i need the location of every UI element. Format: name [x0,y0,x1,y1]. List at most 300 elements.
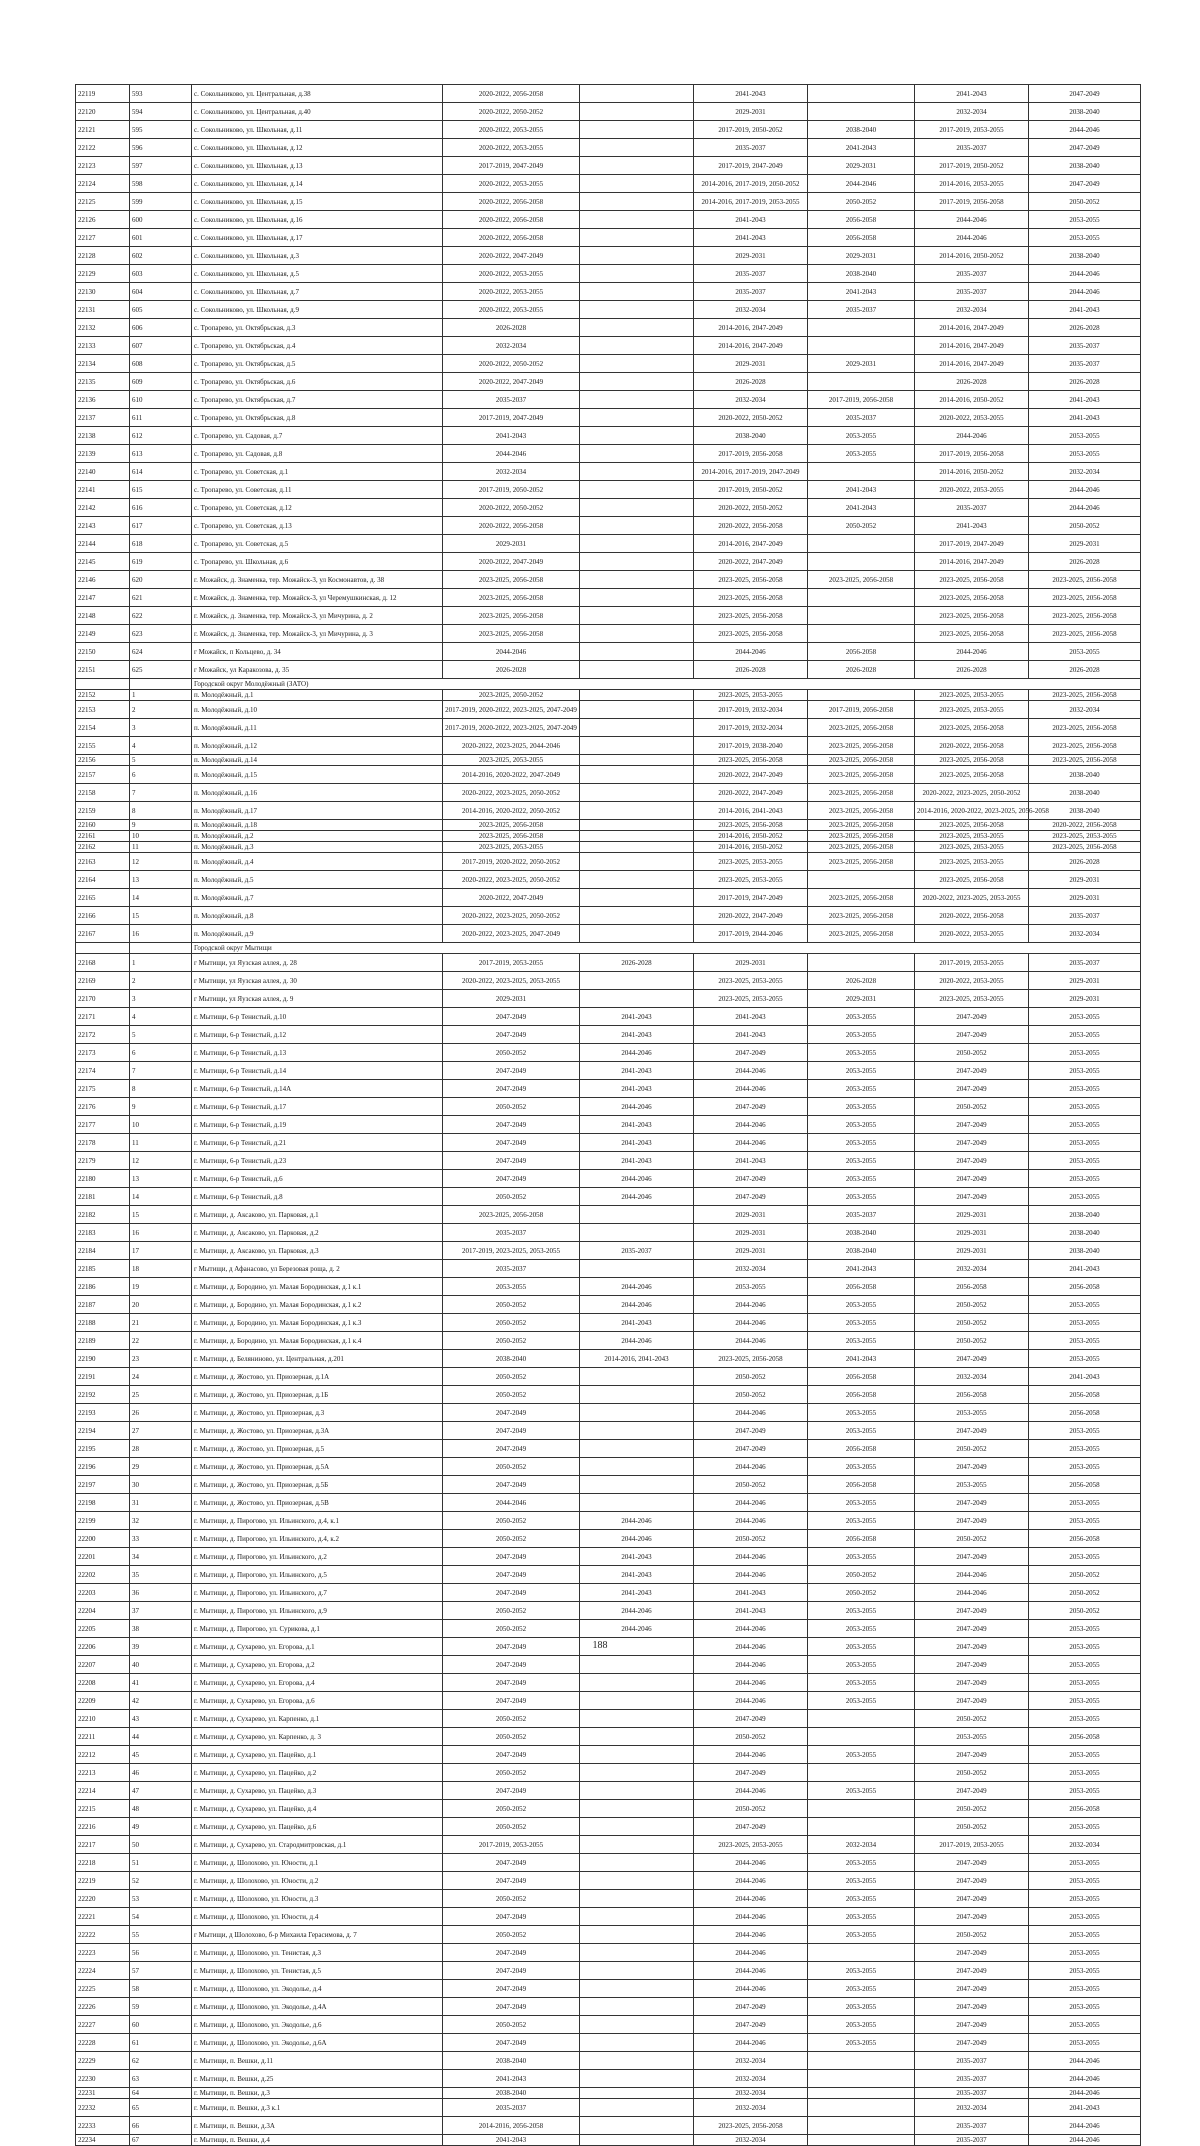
cell-period-col-6: 2014-2016, 2047-2049 [694,337,808,355]
cell-period-col-9: 2053-2055 [1029,1746,1141,1764]
cell-period-col-9: 2056-2058 [1029,1476,1141,1494]
cell-local-number: 20 [130,1296,192,1314]
cell-period-col-6: 2020-2022, 2056-2058 [694,517,808,535]
table-row [76,889,1141,907]
cell-address: г. Мытищи, д. Пирогово, ул. Ильинского, д.9 [192,1602,443,1620]
cell-period-col-7: 2032-2034 [808,1836,915,1854]
cell-period-col-4: 2050-2052 [443,1602,580,1620]
cell-period-col-6: 2023-2025, 2056-2058 [694,589,808,607]
cell-local-number: 41 [130,1674,192,1692]
cell-period-col-7: 2053-2055 [808,1296,915,1314]
table-row [76,517,1141,535]
cell-address: с. Сокольниково, ул. Школьная, д.17 [192,229,443,247]
cell-period-col-8: 2023-2025, 2053-2055 [915,831,1029,842]
cell-period-col-7 [808,463,915,481]
cell-local-number: 595 [130,121,192,139]
cell-period-col-8: 2023-2025, 2056-2058 [915,820,1029,831]
cell-local-number: 50 [130,1836,192,1854]
table-row [76,553,1141,571]
cell-address: с. Сокольниково, ул. Школьная, д.7 [192,283,443,301]
table-row [76,1944,1141,1962]
cell-registry-number: 22188 [76,1314,130,1332]
cell-address: г. Мытищи, п. Вешки, д.4 [192,2135,443,2146]
cell-address: п. Молодёжный, д.10 [192,701,443,719]
cell-period-col-5: 2035-2037 [580,1242,694,1260]
cell-period-col-5 [580,283,694,301]
cell-registry-number: 22230 [76,2070,130,2088]
cell-registry-number: 22139 [76,445,130,463]
table-row [76,1170,1141,1188]
cell-address: с. Тропарево, ул. Октябрьская, д.7 [192,391,443,409]
cell-address: г. Мытищи, д. Сухарево, ул. Стародмитровская, д.1 [192,1836,443,1854]
cell-period-col-8: 2047-2049 [915,1512,1029,1530]
cell-period-col-9: 2053-2055 [1029,1008,1141,1026]
cell-local-number: 49 [130,1818,192,1836]
cell-period-col-8: 2014-2016, 2050-2052 [915,463,1029,481]
cell-registry-number: 22182 [76,1206,130,1224]
cell-address: п. Молодёжный, д.8 [192,907,443,925]
cell-registry-number: 22193 [76,1404,130,1422]
cell-period-col-5 [580,463,694,481]
cell-address: г. Мытищи, 6-р Тенистый, д.14 [192,1062,443,1080]
cell-period-col-8: 2035-2037 [915,265,1029,283]
cell-period-col-5 [580,1386,694,1404]
cell-registry-number: 22214 [76,1782,130,1800]
cell-address: г. Мытищи, д. Шолохово, ул. Юности, д.2 [192,1872,443,1890]
section-blank-cell [76,943,130,954]
cell-period-col-7: 2026-2028 [808,972,915,990]
cell-address: п. Молодёжный, д.5 [192,871,443,889]
cell-period-col-4: 2047-2049 [443,1134,580,1152]
cell-period-col-4: 2020-2022, 2023-2025, 2050-2052 [443,784,580,802]
cell-period-col-7: 2053-2055 [808,1692,915,1710]
cell-address: с. Сокольниково, ул. Школьная, д.13 [192,157,443,175]
cell-period-col-7: 2029-2031 [808,355,915,373]
cell-period-col-6: 2044-2046 [694,1458,808,1476]
cell-period-col-9: 2053-2055 [1029,1152,1141,1170]
cell-address: г Мытищи, ул Яузская аллея, д. 30 [192,972,443,990]
cell-period-col-4: 2020-2022, 2050-2052 [443,103,580,121]
cell-period-col-4: 2023-2025, 2056-2058 [443,1206,580,1224]
cell-period-col-4: 2023-2025, 2056-2058 [443,607,580,625]
cell-period-col-9: 2053-2055 [1029,1890,1141,1908]
cell-period-col-8: 2032-2034 [915,103,1029,121]
cell-period-col-6: 2020-2022, 2047-2049 [694,766,808,784]
cell-period-col-9: 2020-2022, 2056-2058 [1029,820,1141,831]
cell-local-number: 46 [130,1764,192,1782]
cell-period-col-7: 2056-2058 [808,211,915,229]
table-row [76,2034,1141,2052]
cell-period-col-5: 2041-2043 [580,1566,694,1584]
cell-period-col-7: 2053-2055 [808,2034,915,2052]
cell-registry-number: 22161 [76,831,130,842]
cell-period-col-4: 2047-2049 [443,1404,580,1422]
cell-local-number: 621 [130,589,192,607]
cell-period-col-7: 2035-2037 [808,301,915,319]
table-row [76,1260,1141,1278]
cell-period-col-9: 2044-2046 [1029,481,1141,499]
cell-period-col-5 [580,737,694,755]
cell-period-col-5: 2041-2043 [580,1314,694,1332]
cell-registry-number: 22185 [76,1260,130,1278]
cell-period-col-9: 2044-2046 [1029,283,1141,301]
cell-period-col-9: 2029-2031 [1029,990,1141,1008]
cell-period-col-8: 2017-2019, 2056-2058 [915,193,1029,211]
cell-period-col-6: 2029-2031 [694,1242,808,1260]
table-row [76,1476,1141,1494]
cell-period-col-6: 2032-2034 [694,2099,808,2117]
table-row [76,719,1141,737]
table-row [76,319,1141,337]
cell-address: г. Мытищи, 6-р Тенистый, д.19 [192,1116,443,1134]
cell-registry-number: 22164 [76,871,130,889]
cell-period-col-5 [580,2088,694,2099]
cell-local-number: 3 [130,719,192,737]
cell-period-col-6: 2044-2046 [694,1926,808,1944]
cell-registry-number: 22202 [76,1566,130,1584]
cell-period-col-9: 2035-2037 [1029,337,1141,355]
cell-period-col-6: 2044-2046 [694,1620,808,1638]
cell-period-col-8: 2023-2025, 2056-2058 [915,755,1029,766]
cell-period-col-9: 2029-2031 [1029,972,1141,990]
cell-period-col-8: 2035-2037 [915,2070,1029,2088]
cell-local-number: 36 [130,1584,192,1602]
cell-period-col-6: 2017-2019, 2056-2058 [694,445,808,463]
cell-period-col-4: 2047-2049 [443,1872,580,1890]
cell-period-col-7: 2023-2025, 2056-2058 [808,766,915,784]
table-row [76,1602,1141,1620]
cell-local-number: 42 [130,1692,192,1710]
cell-local-number: 605 [130,301,192,319]
cell-local-number: 10 [130,1116,192,1134]
cell-address: г. Мытищи, д. Бородино, ул. Малая Бородинская, д.1 к.3 [192,1314,443,1332]
cell-address: п. Молодёжный, д.9 [192,925,443,943]
cell-period-col-6: 2050-2052 [694,1476,808,1494]
cell-local-number: 1 [130,690,192,701]
cell-period-col-9: 2029-2031 [1029,535,1141,553]
cell-period-col-4: 2023-2025, 2056-2058 [443,831,580,842]
repair-schedule-sheet [75,84,1140,2146]
cell-period-col-6: 2044-2046 [694,643,808,661]
cell-period-col-4: 2020-2022, 2023-2025, 2047-2049 [443,925,580,943]
cell-local-number: 58 [130,1980,192,1998]
cell-period-col-8: 2044-2046 [915,229,1029,247]
cell-period-col-7: 2053-2055 [808,1134,915,1152]
cell-period-col-6: 2041-2043 [694,85,808,103]
cell-period-col-8: 2047-2049 [915,1116,1029,1134]
cell-period-col-9: 2038-2040 [1029,1224,1141,1242]
cell-registry-number: 22148 [76,607,130,625]
cell-period-col-4: 2020-2022, 2053-2055 [443,121,580,139]
cell-registry-number: 22136 [76,391,130,409]
cell-registry-number: 22180 [76,1170,130,1188]
cell-period-col-6: 2047-2049 [694,1422,808,1440]
cell-period-col-4: 2014-2016, 2020-2022, 2050-2052 [443,802,580,820]
cell-period-col-6: 2044-2046 [694,1332,808,1350]
cell-period-col-4: 2038-2040 [443,2088,580,2099]
cell-period-col-8: 2035-2037 [915,499,1029,517]
cell-period-col-7 [808,553,915,571]
cell-local-number: 6 [130,1044,192,1062]
cell-period-col-5 [580,1890,694,1908]
table-row [76,1674,1141,1692]
cell-period-col-7: 2053-2055 [808,1170,915,1188]
table-row [76,643,1141,661]
cell-registry-number: 22137 [76,409,130,427]
cell-local-number: 30 [130,1476,192,1494]
cell-address: с. Тропарево, ул. Октябрьская, д.8 [192,409,443,427]
cell-period-col-8: 2029-2031 [915,1242,1029,1260]
cell-period-col-4: 2047-2049 [443,1746,580,1764]
cell-period-col-4: 2017-2019, 2053-2055 [443,954,580,972]
cell-period-col-5 [580,719,694,737]
cell-period-col-6: 2020-2022, 2047-2049 [694,553,808,571]
cell-period-col-5: 2026-2028 [580,954,694,972]
cell-local-number: 27 [130,1422,192,1440]
cell-period-col-7: 2017-2019, 2056-2058 [808,391,915,409]
cell-local-number: 617 [130,517,192,535]
cell-period-col-8: 2023-2025, 2056-2058 [915,571,1029,589]
cell-period-col-7 [808,625,915,643]
cell-period-col-5 [580,553,694,571]
cell-period-col-5 [580,1764,694,1782]
cell-period-col-4: 2044-2046 [443,1494,580,1512]
cell-period-col-6: 2044-2046 [694,1548,808,1566]
cell-address: г. Мытищи, 6-р Тенистый, д.8 [192,1188,443,1206]
cell-period-col-5 [580,1692,694,1710]
cell-local-number: 28 [130,1440,192,1458]
cell-local-number: 5 [130,1026,192,1044]
table-row [76,1008,1141,1026]
table-row [76,1512,1141,1530]
cell-period-col-9: 2053-2055 [1029,1656,1141,1674]
cell-period-col-7: 2023-2025, 2056-2058 [808,755,915,766]
cell-period-col-9: 2053-2055 [1029,1458,1141,1476]
cell-registry-number: 22157 [76,766,130,784]
cell-local-number: 17 [130,1242,192,1260]
cell-period-col-5 [580,1854,694,1872]
cell-period-col-8: 2023-2025, 2053-2055 [915,701,1029,719]
table-row [76,1422,1141,1440]
cell-address: г. Мытищи, д. Аксаково, ул. Парковая, д.2 [192,1224,443,1242]
cell-address: с. Сокольниково, ул. Школьная, д.11 [192,121,443,139]
cell-address: п. Молодёжный, д.4 [192,853,443,871]
cell-local-number: 603 [130,265,192,283]
cell-period-col-6: 2047-2049 [694,1710,808,1728]
cell-period-col-9: 2053-2055 [1029,1998,1141,2016]
cell-period-col-8: 2026-2028 [915,661,1029,679]
table-row [76,661,1141,679]
cell-registry-number: 22181 [76,1188,130,1206]
cell-address: г. Мытищи, п. Вешки, д.11 [192,2052,443,2070]
cell-local-number: 606 [130,319,192,337]
cell-period-col-9: 2050-2052 [1029,517,1141,535]
cell-period-col-5 [580,229,694,247]
cell-period-col-7 [808,1764,915,1782]
table-row [76,535,1141,553]
cell-period-col-9: 2053-2055 [1029,1062,1141,1080]
cell-registry-number: 22131 [76,301,130,319]
cell-period-col-8: 2050-2052 [915,1530,1029,1548]
cell-period-col-4: 2050-2052 [443,1458,580,1476]
cell-address: г. Мытищи, д. Шолохово, ул. Экодолье, д.4 [192,1980,443,1998]
cell-local-number: 9 [130,820,192,831]
cell-period-col-9: 2041-2043 [1029,2099,1141,2117]
cell-period-col-8: 2053-2055 [915,1728,1029,1746]
table-row [76,1746,1141,1764]
cell-local-number: 12 [130,1152,192,1170]
cell-period-col-9: 2053-2055 [1029,1872,1141,1890]
cell-period-col-6: 2044-2046 [694,1566,808,1584]
cell-address: г. Можайск, д. Знаменка, тер. Можайск-3, ул Черемушкинская, д. 12 [192,589,443,607]
cell-address: г. Мытищи, д. Жостово, ул. Приозерная, д.5 [192,1440,443,1458]
cell-period-col-7: 2053-2055 [808,1116,915,1134]
cell-period-col-5 [580,481,694,499]
cell-period-col-9: 2023-2025, 2056-2058 [1029,737,1141,755]
cell-registry-number: 22201 [76,1548,130,1566]
cell-registry-number: 22211 [76,1728,130,1746]
cell-period-col-5 [580,1872,694,1890]
cell-registry-number: 22141 [76,481,130,499]
cell-period-col-4: 2020-2022, 2056-2058 [443,85,580,103]
cell-local-number: 12 [130,853,192,871]
cell-period-col-4: 2032-2034 [443,463,580,481]
cell-period-col-9: 2053-2055 [1029,1512,1141,1530]
cell-period-col-8: 2056-2058 [915,1386,1029,1404]
table-row [76,499,1141,517]
cell-local-number: 618 [130,535,192,553]
cell-local-number: 604 [130,283,192,301]
cell-period-col-5: 2044-2046 [580,1296,694,1314]
cell-period-col-9: 2053-2055 [1029,1854,1141,1872]
cell-local-number: 24 [130,1368,192,1386]
cell-period-col-5 [580,2052,694,2070]
cell-period-col-5 [580,661,694,679]
cell-period-col-5 [580,1962,694,1980]
cell-local-number: 61 [130,2034,192,2052]
cell-period-col-5 [580,193,694,211]
cell-address: с. Тропарево, ул. Октябрьская, д.6 [192,373,443,391]
cell-local-number: 622 [130,607,192,625]
cell-address: г. Мытищи, д. Сухарево, ул. Пацейко, д.1 [192,1746,443,1764]
cell-period-col-9: 2053-2055 [1029,1080,1141,1098]
cell-address: г. Мытищи, 6-р Тенистый, д.23 [192,1152,443,1170]
cell-period-col-6: 2044-2046 [694,1908,808,1926]
cell-period-col-4: 2020-2022, 2050-2052 [443,355,580,373]
cell-period-col-4: 2020-2022, 2023-2025, 2053-2055 [443,972,580,990]
cell-address: г. Мытищи, п. Вешки, д.3 к.1 [192,2099,443,2117]
cell-period-col-6: 2017-2019, 2047-2049 [694,157,808,175]
cell-period-col-8: 2047-2049 [915,1602,1029,1620]
cell-registry-number: 22204 [76,1602,130,1620]
cell-period-col-5 [580,373,694,391]
cell-local-number: 613 [130,445,192,463]
cell-period-col-9: 2050-2052 [1029,193,1141,211]
cell-period-col-8: 2050-2052 [915,1926,1029,1944]
cell-period-col-7: 2056-2058 [808,1476,915,1494]
cell-period-col-4: 2020-2022, 2047-2049 [443,247,580,265]
cell-registry-number: 22123 [76,157,130,175]
cell-address: п. Молодёжный, д.12 [192,737,443,755]
cell-period-col-6: 2047-2049 [694,1188,808,1206]
cell-period-col-4: 2047-2049 [443,1692,580,1710]
cell-period-col-7 [808,2135,915,2146]
cell-period-col-7: 2056-2058 [808,1386,915,1404]
cell-period-col-9: 2053-2055 [1029,2034,1141,2052]
cell-period-col-7: 2053-2055 [808,1602,915,1620]
cell-period-col-7: 2023-2025, 2056-2058 [808,925,915,943]
table-row [76,1962,1141,1980]
cell-period-col-4: 2020-2022, 2053-2055 [443,283,580,301]
cell-period-col-9: 2023-2025, 2056-2058 [1029,755,1141,766]
cell-period-col-7: 2044-2046 [808,175,915,193]
cell-period-col-8: 2032-2034 [915,2099,1029,2117]
cell-period-col-6: 2032-2034 [694,2052,808,2070]
cell-period-col-6: 2044-2046 [694,1980,808,1998]
cell-period-col-8: 2035-2037 [915,2135,1029,2146]
cell-address: г. Мытищи, п. Вешки, д.3 [192,2088,443,2099]
cell-period-col-9: 2053-2055 [1029,1692,1141,1710]
cell-period-col-9: 2038-2040 [1029,1242,1141,1260]
cell-address: г. Мытищи, д. Жостово, ул. Приозерная, д.5А [192,1458,443,1476]
cell-period-col-7: 2056-2058 [808,1440,915,1458]
cell-period-col-8: 2047-2049 [915,1422,1029,1440]
cell-period-col-6: 2044-2046 [694,1656,808,1674]
cell-period-col-8: 2014-2016, 2020-2022, 2023-2025, 2056-2058 [915,802,1029,820]
cell-period-col-9: 2053-2055 [1029,1332,1141,1350]
table-row [76,265,1141,283]
section-blank-cell [76,679,130,690]
cell-period-col-6: 2044-2046 [694,1638,808,1656]
cell-local-number: 34 [130,1548,192,1566]
cell-period-col-8: 2047-2049 [915,1944,1029,1962]
cell-local-number: 64 [130,2088,192,2099]
cell-period-col-5 [580,2117,694,2135]
cell-period-col-4: 2020-2022, 2047-2049 [443,373,580,391]
cell-registry-number: 22126 [76,211,130,229]
cell-period-col-6: 2014-2016, 2017-2019, 2053-2055 [694,193,808,211]
table-row [76,701,1141,719]
cell-period-col-9: 2032-2034 [1029,925,1141,943]
table-row [76,1296,1141,1314]
cell-period-col-8: 2047-2049 [915,1872,1029,1890]
cell-period-col-8: 2029-2031 [915,1224,1029,1242]
cell-period-col-4: 2023-2025, 2056-2058 [443,571,580,589]
cell-registry-number: 22171 [76,1008,130,1026]
repair-schedule-table [75,84,1141,2146]
cell-period-col-8: 2047-2049 [915,1746,1029,1764]
cell-period-col-9: 2053-2055 [1029,1350,1141,1368]
cell-period-col-8: 2050-2052 [915,1296,1029,1314]
cell-period-col-7 [808,690,915,701]
cell-period-col-6: 2044-2046 [694,1062,808,1080]
cell-period-col-6: 2041-2043 [694,1152,808,1170]
page-number: 188 [592,1640,608,1651]
cell-period-col-9: 2035-2037 [1029,954,1141,972]
cell-period-col-7: 2041-2043 [808,283,915,301]
cell-period-col-9: 2053-2055 [1029,1026,1141,1044]
cell-period-col-5: 2044-2046 [580,1098,694,1116]
cell-period-col-4: 2020-2022, 2047-2049 [443,889,580,907]
cell-address: с. Тропарево, ул. Советская, д.5 [192,535,443,553]
cell-address: п. Молодёжный, д.1 [192,690,443,701]
cell-address: г. Мытищи, д. Беляниново, ул. Центральная, д.201 [192,1350,443,1368]
cell-local-number: 33 [130,1530,192,1548]
cell-period-col-8: 2023-2025, 2053-2055 [915,853,1029,871]
cell-local-number: 600 [130,211,192,229]
cell-period-col-5: 2041-2043 [580,1062,694,1080]
cell-period-col-4: 2023-2025, 2056-2058 [443,625,580,643]
